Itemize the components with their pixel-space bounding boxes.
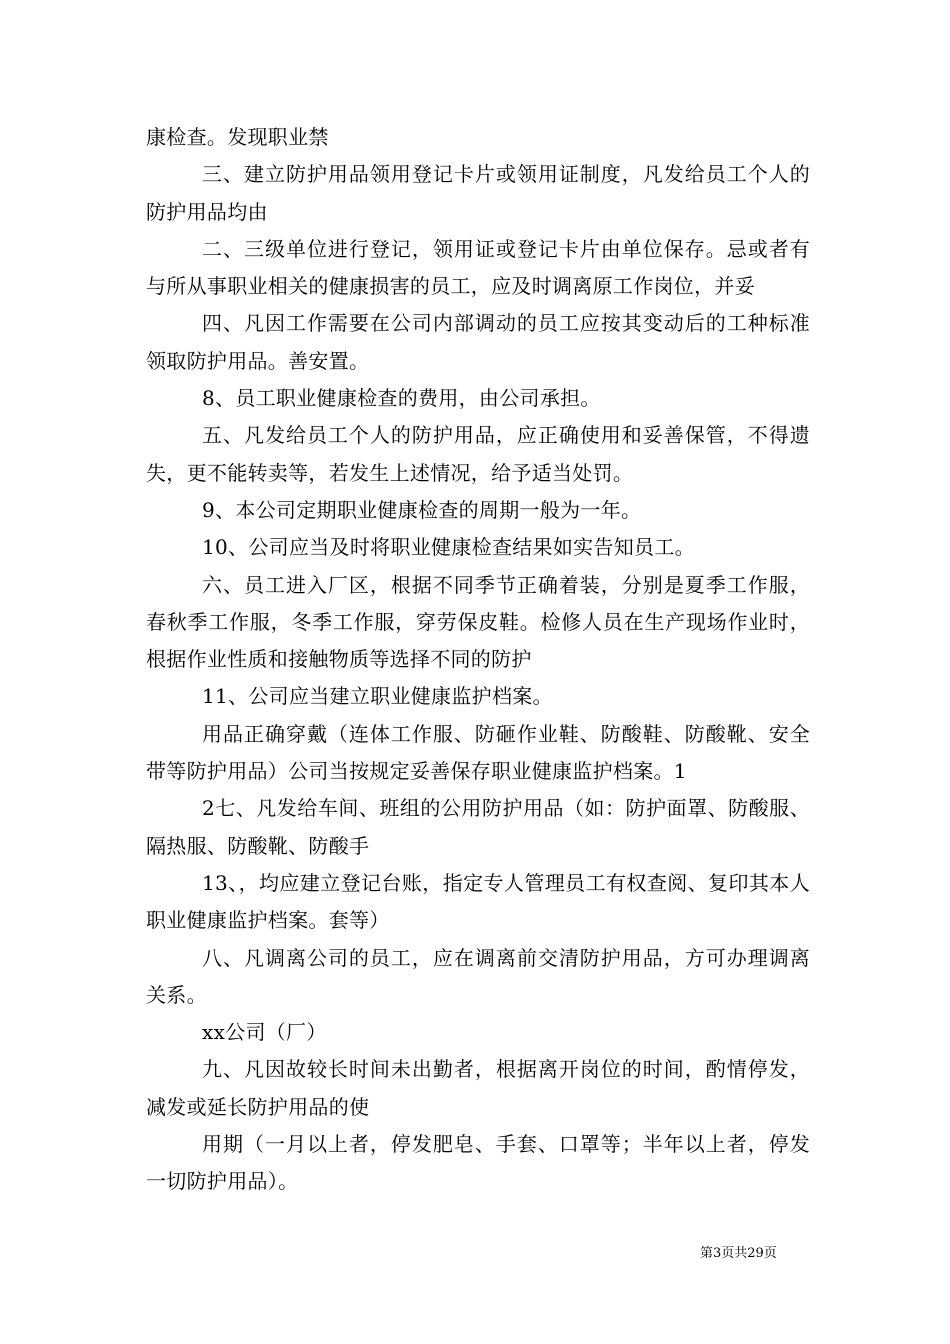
paragraph: 10、公司应当及时将职业健康检查结果如实告知员工。 xyxy=(202,535,695,560)
paragraph: xx公司（厂） xyxy=(202,1020,327,1045)
document-body xyxy=(146,119,810,1201)
paragraph: 2七、凡发给车间、班组的公用防护用品（如：防护面罩、防酸服、隔热服、防酸靴、防酸手 xyxy=(146,796,810,858)
paragraph: 13、，均应建立登记台账，指定专人管理员工有权查阅、复印其本人职业健康监护档案。套等） xyxy=(146,870,810,933)
paragraph: 五、凡发给员工个人的防护用品，应正确使用和妥善保管，不得遗失，更不能转卖等，若发生上述情况，给予适当处罚。 xyxy=(146,423,810,485)
paragraph: 8、员工职业健康检查的费用，由公司承担。 xyxy=(202,386,601,411)
paragraph: 11、公司应当建立职业健康监护档案。 xyxy=(202,684,553,709)
paragraph: 二、三级单位进行登记，领用证或登记卡片由单位保存。忌或者有与所从事职业相关的健康损害的员工，应及时调离原工作岗位，并妥 xyxy=(146,236,810,299)
paragraph: 9、本公司定期职业健康检查的周期一般为一年。 xyxy=(202,497,642,522)
paragraph: 用品正确穿戴（连体工作服、防砸作业鞋、防酸鞋、防酸靴、安全带等防护用品）公司当按规定妥善保存职业健康监护档案。1 xyxy=(146,721,810,784)
paragraph: 八、凡调离公司的员工，应在调离前交清防护用品，方可办理调离关系。 xyxy=(146,945,810,1007)
paragraph: 四、凡因工作需要在公司内部调动的员工应按其变动后的工种标准领取防护用品。善安置。 xyxy=(146,311,810,373)
paragraph: 三、建立防护用品领用登记卡片或领用证制度，凡发给员工个人的防护用品均由 xyxy=(146,162,810,224)
page-number-footer: 第3页共29页 xyxy=(700,1246,777,1261)
paragraph: 六、员工进入厂区，根据不同季节正确着装，分别是夏季工作服，春秋季工作服，冬季工作服，穿劳保皮鞋。检修人员在生产现场作业时，根据作业性质和接触物质等选择不同的防护 xyxy=(146,572,810,672)
paragraph: 康检查。发现职业禁 xyxy=(146,125,329,149)
paragraph: 九、凡因故较长时间未出勤者，根据离开岗位的时间，酌情停发，减发或延长防护用品的使 xyxy=(146,1057,810,1119)
paragraph: 用期（一月以上者，停发肥皂、手套、口罩等；半年以上者，停发一切防护用品）。 xyxy=(146,1132,810,1194)
